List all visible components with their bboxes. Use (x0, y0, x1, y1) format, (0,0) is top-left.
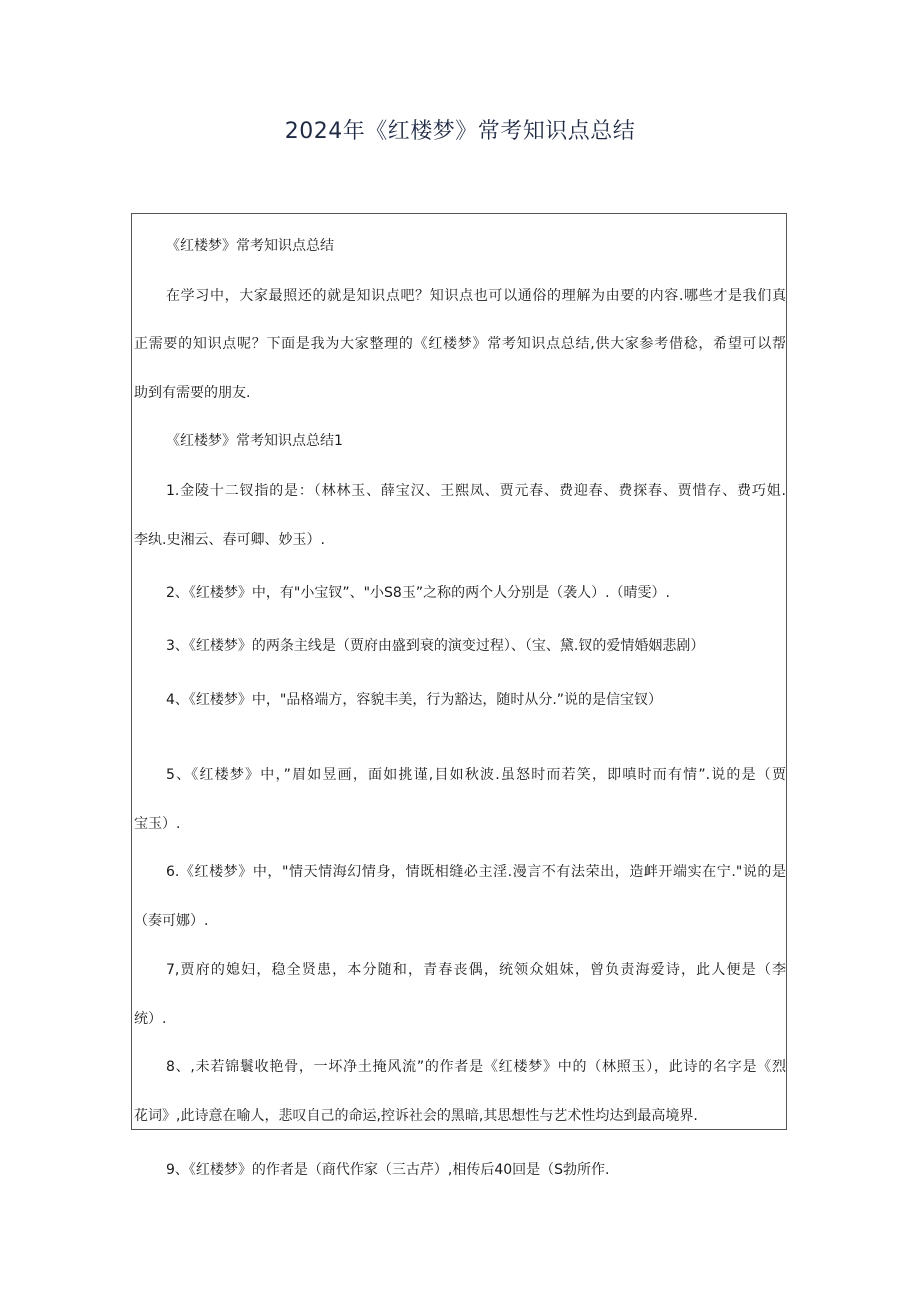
section-heading: 《红楼梦》常考知识点总结1 (166, 433, 343, 449)
item-2-line-1: 2、《红楼梦》中，有"小宝钗”、"小S8玉”之称的两个人分别是（袭人）.（晴雯）. (166, 585, 670, 601)
item-3-line-1: 3、《红楼梦》的两条主线是（贾府由盛到衰的演变过程）、（宝、黛.钗的爱情婚姻悲剧） (166, 638, 705, 654)
item-1-line-1: 1.金陵十二钗指的是：（林林玉、薛宝汉、王熙凤、贾元春、费迎春、费探春、贾惜存、费巧姐. (166, 483, 786, 499)
item-8-line-1: 8、,未若锦鬟收艳骨，一坏净土掩风流”的作者是《红楼梦》中的（林照玉），此诗的名字是《烈 (166, 1059, 786, 1075)
subtitle: 《红楼梦》常考知识点总结 (166, 238, 334, 254)
item-8-line-2: 花词》,此诗意在喻人，悲叹自己的命运,控诉社会的黑暗,其思想性与艺术性均达到最高境界. (134, 1108, 698, 1124)
intro-line-1: 在学习中，大家最照还的就是知识点吧？知识点也可以通俗的理解为由要的内容.哪些才是我们真 (166, 288, 786, 304)
intro-line-2: 正需要的知识点呢？下面是我为大家整理的《红楼梦》常考知识点总结,供大家参考借稔，希望可以帮 (134, 336, 786, 352)
item-6-line-1: 6.《红楼梦》中，"情天情海幻情身，情既相缝必主淫.漫言不有法荣出，造衅开端实在宁."说的是 (166, 864, 786, 880)
item-9-line-1: 9、《红楼梦》的作者是（商代作家（三古芹）,相传后40回是（S勃所作. (166, 1162, 610, 1178)
document-title: 2024年《红楼梦》常考知识点总结 (284, 119, 636, 144)
item-5-line-1: 5、《红楼梦》中，”眉如昱画，面如挑谨,目如秋波.虽怒时而若笑，即嗔时而有情”.说的是（贾 (166, 767, 786, 783)
item-4-line-1: 4、《红楼梦》中，"品格端方，容貌丰美，行为豁达，随时从分.”说的是信宝钗） (166, 692, 663, 708)
item-6-line-2: （奏可娜）. (134, 913, 209, 929)
item-5-line-2: 宝玉）. (134, 816, 181, 832)
item-7-line-2: 统）. (134, 1011, 167, 1027)
item-1-line-2: 李纨.史湘云、春可卿、妙玉）. (134, 532, 325, 548)
intro-line-3: 助到有需要的朋友. (134, 385, 251, 401)
item-7-line-1: 7,贾府的媳妇，稳全贤患，本分随和，青春丧偶，统领众姐妹，曾负责海爱诗，此人便是（李 (166, 962, 786, 978)
